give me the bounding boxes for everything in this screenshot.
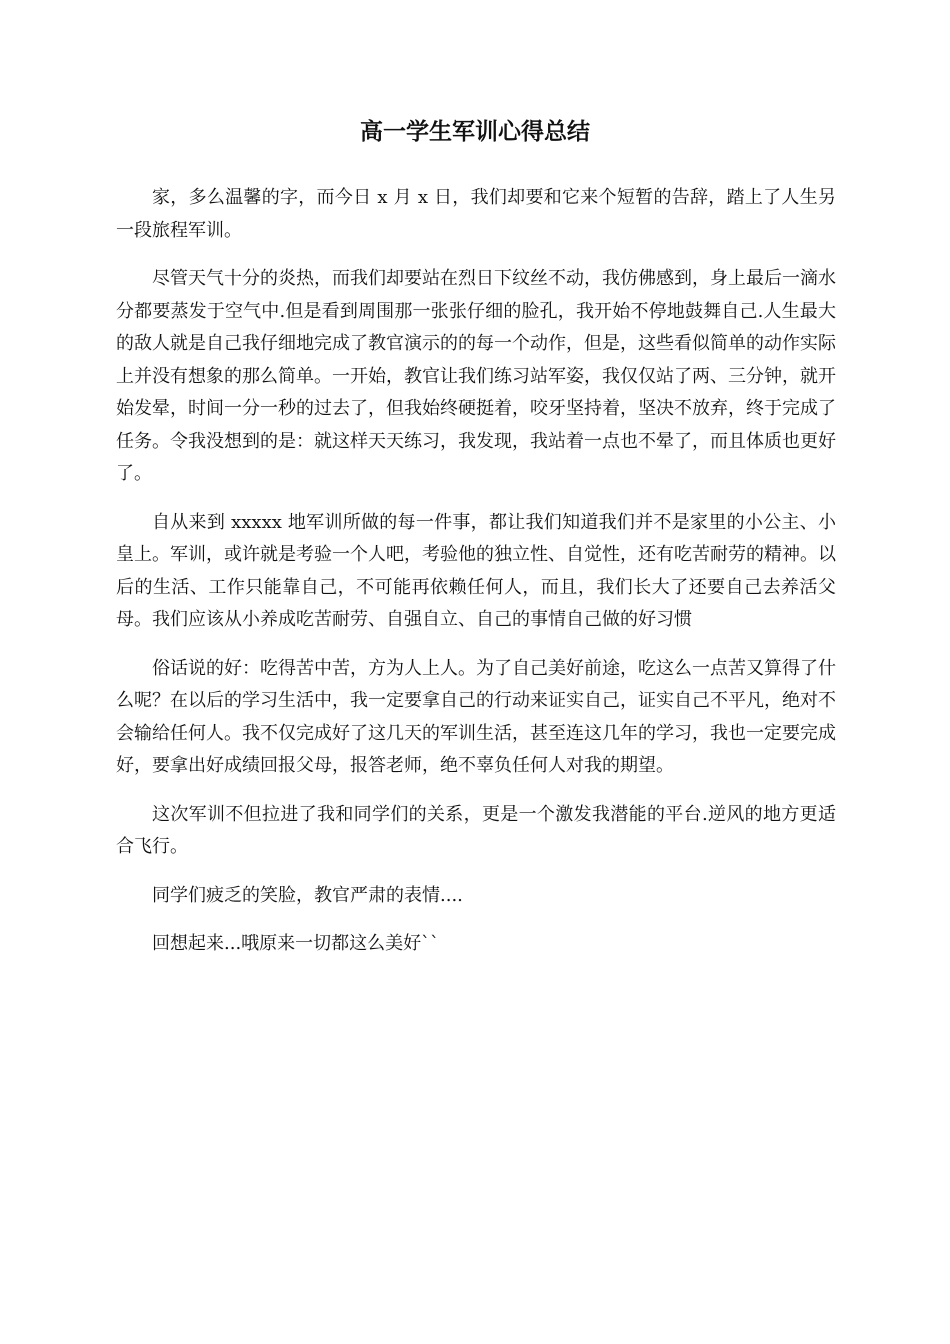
document-title: 高一学生军训心得总结 (360, 119, 590, 145)
paragraph: 尽管天气十分的炎热，而我们却要站在烈日下纹丝不动，我仿佛感到，身上最后一滴水分都要蒸发于空气中.但是看到周围那一张张仔细的脸孔，我开始不停地鼓舞自己.人生最大的敌人就是自己我仔细地完成了教官演示的的每一个动作，但是，这些看似简单的动作实际上并没有想象的那么简单。一开始，教官让我们练习站军姿，我仅仅站了两、三分钟，就开始发晕，时间一分一秒的过去了，但我始终硬挺着，咬牙坚持着，坚决不放弃，终于完成了任务。令我没想到的是：就这样天天练习，我发现，我站着一点也不晕了，而且体质也更好了。 (116, 268, 836, 484)
paragraph: 这次军训不但拉进了我和同学们的关系，更是一个激发我潜能的平台.逆风的地方更适合飞行。 (116, 803, 836, 857)
paragraph: 家，多么温馨的字，而今日 x 月 x 日，我们却要和它来个短暂的告辞，踏上了人生另一段旅程军训。 (116, 187, 836, 241)
document-body (116, 182, 836, 977)
paragraph: 自从来到 xxxxx 地军训所做的每一件事，都让我们知道我们并不是家里的小公主、小皇上。军训，或许就是考验一个人吧，考验他的独立性、自觉性，还有吃苦耐劳的精神。以后的生活、工作只能靠自己，不可能再依赖任何人，而且，我们长大了还要自己去养活父母。我们应该从小养成吃苦耐劳、自强自立、自己的事情自己做的好习惯 (116, 511, 836, 630)
paragraph: 同学们疲乏的笑脸，教官严肃的表情.... (152, 884, 463, 906)
paragraph: 回想起来...哦原来一切都这么美好`` (152, 933, 440, 954)
paragraph: 俗话说的好：吃得苦中苦，方为人上人。为了自己美好前途，吃这么一点苦又算得了什么呢？在以后的学习生活中，我一定要拿自己的行动来证实自己，证实自己不平凡，绝对不会输给任何人。我不仅完成好了这几天的军训生活，甚至连这几年的学习，我也一定要完成好，要拿出好成绩回报父母，报答老师，绝不辜负任何人对我的期望。 (116, 657, 836, 776)
